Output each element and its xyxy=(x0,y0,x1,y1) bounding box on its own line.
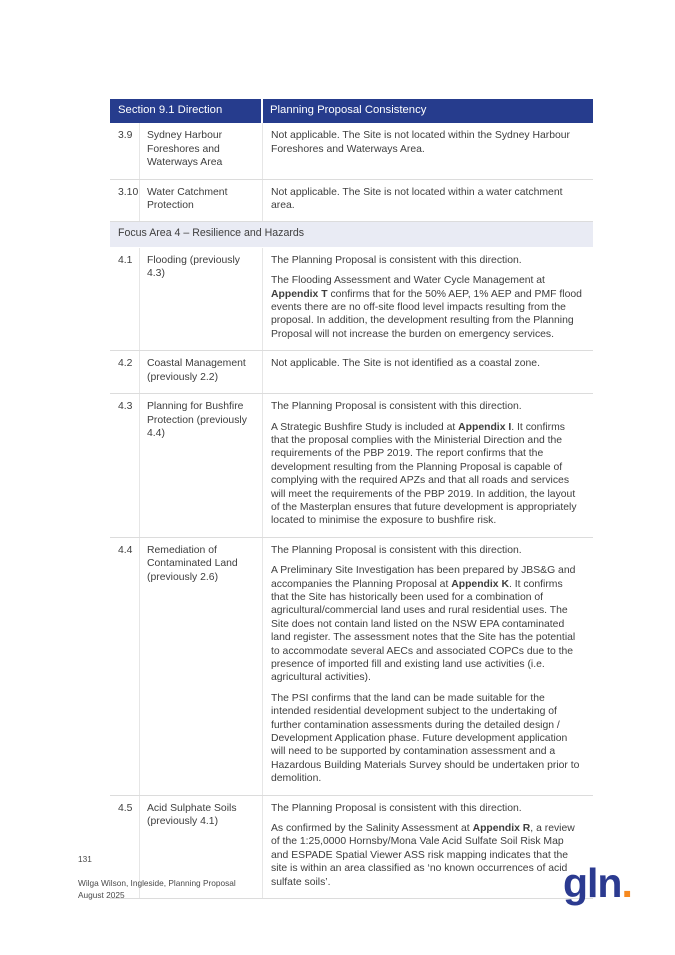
row-number: 4.4 xyxy=(110,538,140,795)
row-title: Water Catchment Protection xyxy=(140,180,263,222)
row-number: 4.2 xyxy=(110,351,140,393)
row-title: Sydney Harbour Foreshores and Waterways Area xyxy=(140,123,263,178)
table-row xyxy=(110,394,593,538)
paragraph: A Strategic Bushfire Study is included at Appendix I. It confirms that the proposal complies with the Ministerial Direction and the requirements of the PBP 2019. The report confirms that the development resulting from the Planning Proposal is capable of complying with the required APZs and that all roads and services will meet the requirements of the PBP 2019. In addition, the layout of the Masterplan ensures that future development is appropriately located to minimise the exposure to bushfire risk. xyxy=(271,421,577,527)
paragraph: Not applicable. The Site is not identified as a coastal zone. xyxy=(271,358,540,370)
table-row xyxy=(110,248,593,351)
consistency-cell xyxy=(263,394,593,537)
table-row xyxy=(110,538,593,796)
consistency-cell xyxy=(263,538,593,795)
row-number: 4.5 xyxy=(110,796,140,898)
page-number: 131 xyxy=(78,854,92,864)
table-header-row xyxy=(110,99,593,123)
paragraph: The Planning Proposal is consistent with this direction. xyxy=(271,254,522,266)
paragraph: The Planning Proposal is consistent with this direction. xyxy=(271,401,522,413)
row-title: Coastal Management (previously 2.2) xyxy=(140,351,263,393)
table-row xyxy=(110,351,593,394)
logo-text: gln xyxy=(563,860,622,906)
row-title: Planning for Bushfire Protection (previously 4.4) xyxy=(140,394,263,537)
table-row xyxy=(110,180,593,223)
consistency-cell xyxy=(263,248,593,350)
row-title: Flooding (previously 4.3) xyxy=(140,248,263,350)
consistency-cell xyxy=(263,180,593,222)
header-planning-proposal-consistency: Planning Proposal Consistency xyxy=(270,104,427,116)
paragraph: Not applicable. The Site is not located within the Sydney Harbour Foreshores and Waterways Area. xyxy=(271,130,570,155)
footer-date: August 2025 xyxy=(78,889,125,900)
table-row xyxy=(110,123,593,179)
consistency-cell xyxy=(263,796,593,898)
paragraph: The Flooding Assessment and Water Cycle Management at Appendix T confirms that for the 50% AEP, 1% AEP and PMF flood events there are no off-site flood level impacts resulting from the proposal. In addition, the development resulting from the Planning Proposal will not increase the burden on emergency services. xyxy=(271,275,582,340)
footer-project-title: Wilga Wilson, Ingleside, Planning Proposal xyxy=(78,878,236,888)
row-number: 3.9 xyxy=(110,123,140,178)
row-title: Acid Sulphate Soils (previously 4.1) xyxy=(140,796,263,898)
footer xyxy=(78,878,236,901)
paragraph: The Planning Proposal is consistent with this direction. xyxy=(271,544,522,556)
row-number: 3.10 xyxy=(110,180,140,222)
paragraph: The Planning Proposal is consistent with this direction. xyxy=(271,802,522,814)
paragraph: As confirmed by the Salinity Assessment at Appendix R, a review of the 1:25,0000 Hornsby/Mona Vale Acid Sulfate Soil Risk Map and ESPADE Spatial Viewer ASS risk mapping indicates that the site is within an area classified as ‘no known occurrences of acid sulfate soils’. xyxy=(271,823,575,888)
consistency-cell xyxy=(263,123,593,178)
paragraph: The PSI confirms that the land can be made suitable for the intended residential development subject to the undertaking of further contamination assessments during the detailed design / Development Application phase. Future development application will need to be supported by contamination assessment and a Hazardous Building Materials Survey should be undertaken prior to demolition. xyxy=(271,692,580,785)
row-number: 4.1 xyxy=(110,248,140,350)
row-number: 4.3 xyxy=(110,394,140,537)
paragraph: Not applicable. The Site is not located within a water catchment area. xyxy=(271,186,563,212)
logo-dot: . xyxy=(621,860,632,906)
paragraph: A Preliminary Site Investigation has been prepared by JBS&G and accompanies the Planning Proposal at Appendix K. It confirms that the Site has historically been used for a combination of agricultural/commercial land uses and rural residential uses. The Site does not contain land listed on the NSW EPA contaminated land register. The assessment notes that the Site has the potential to accommodate several AECs and associated COPCs due to the presence of imported fill and existing land use activities (i.e. agricultural activities). xyxy=(271,565,576,684)
consistency-table xyxy=(110,99,593,899)
consistency-cell xyxy=(263,351,593,393)
focus-area-band: Focus Area 4 – Resilience and Hazards xyxy=(110,222,593,247)
header-section-direction: Section 9.1 Direction xyxy=(110,99,263,123)
row-title: Remediation of Contaminated Land (previously 2.6) xyxy=(140,538,263,795)
gln-logo xyxy=(563,860,632,906)
